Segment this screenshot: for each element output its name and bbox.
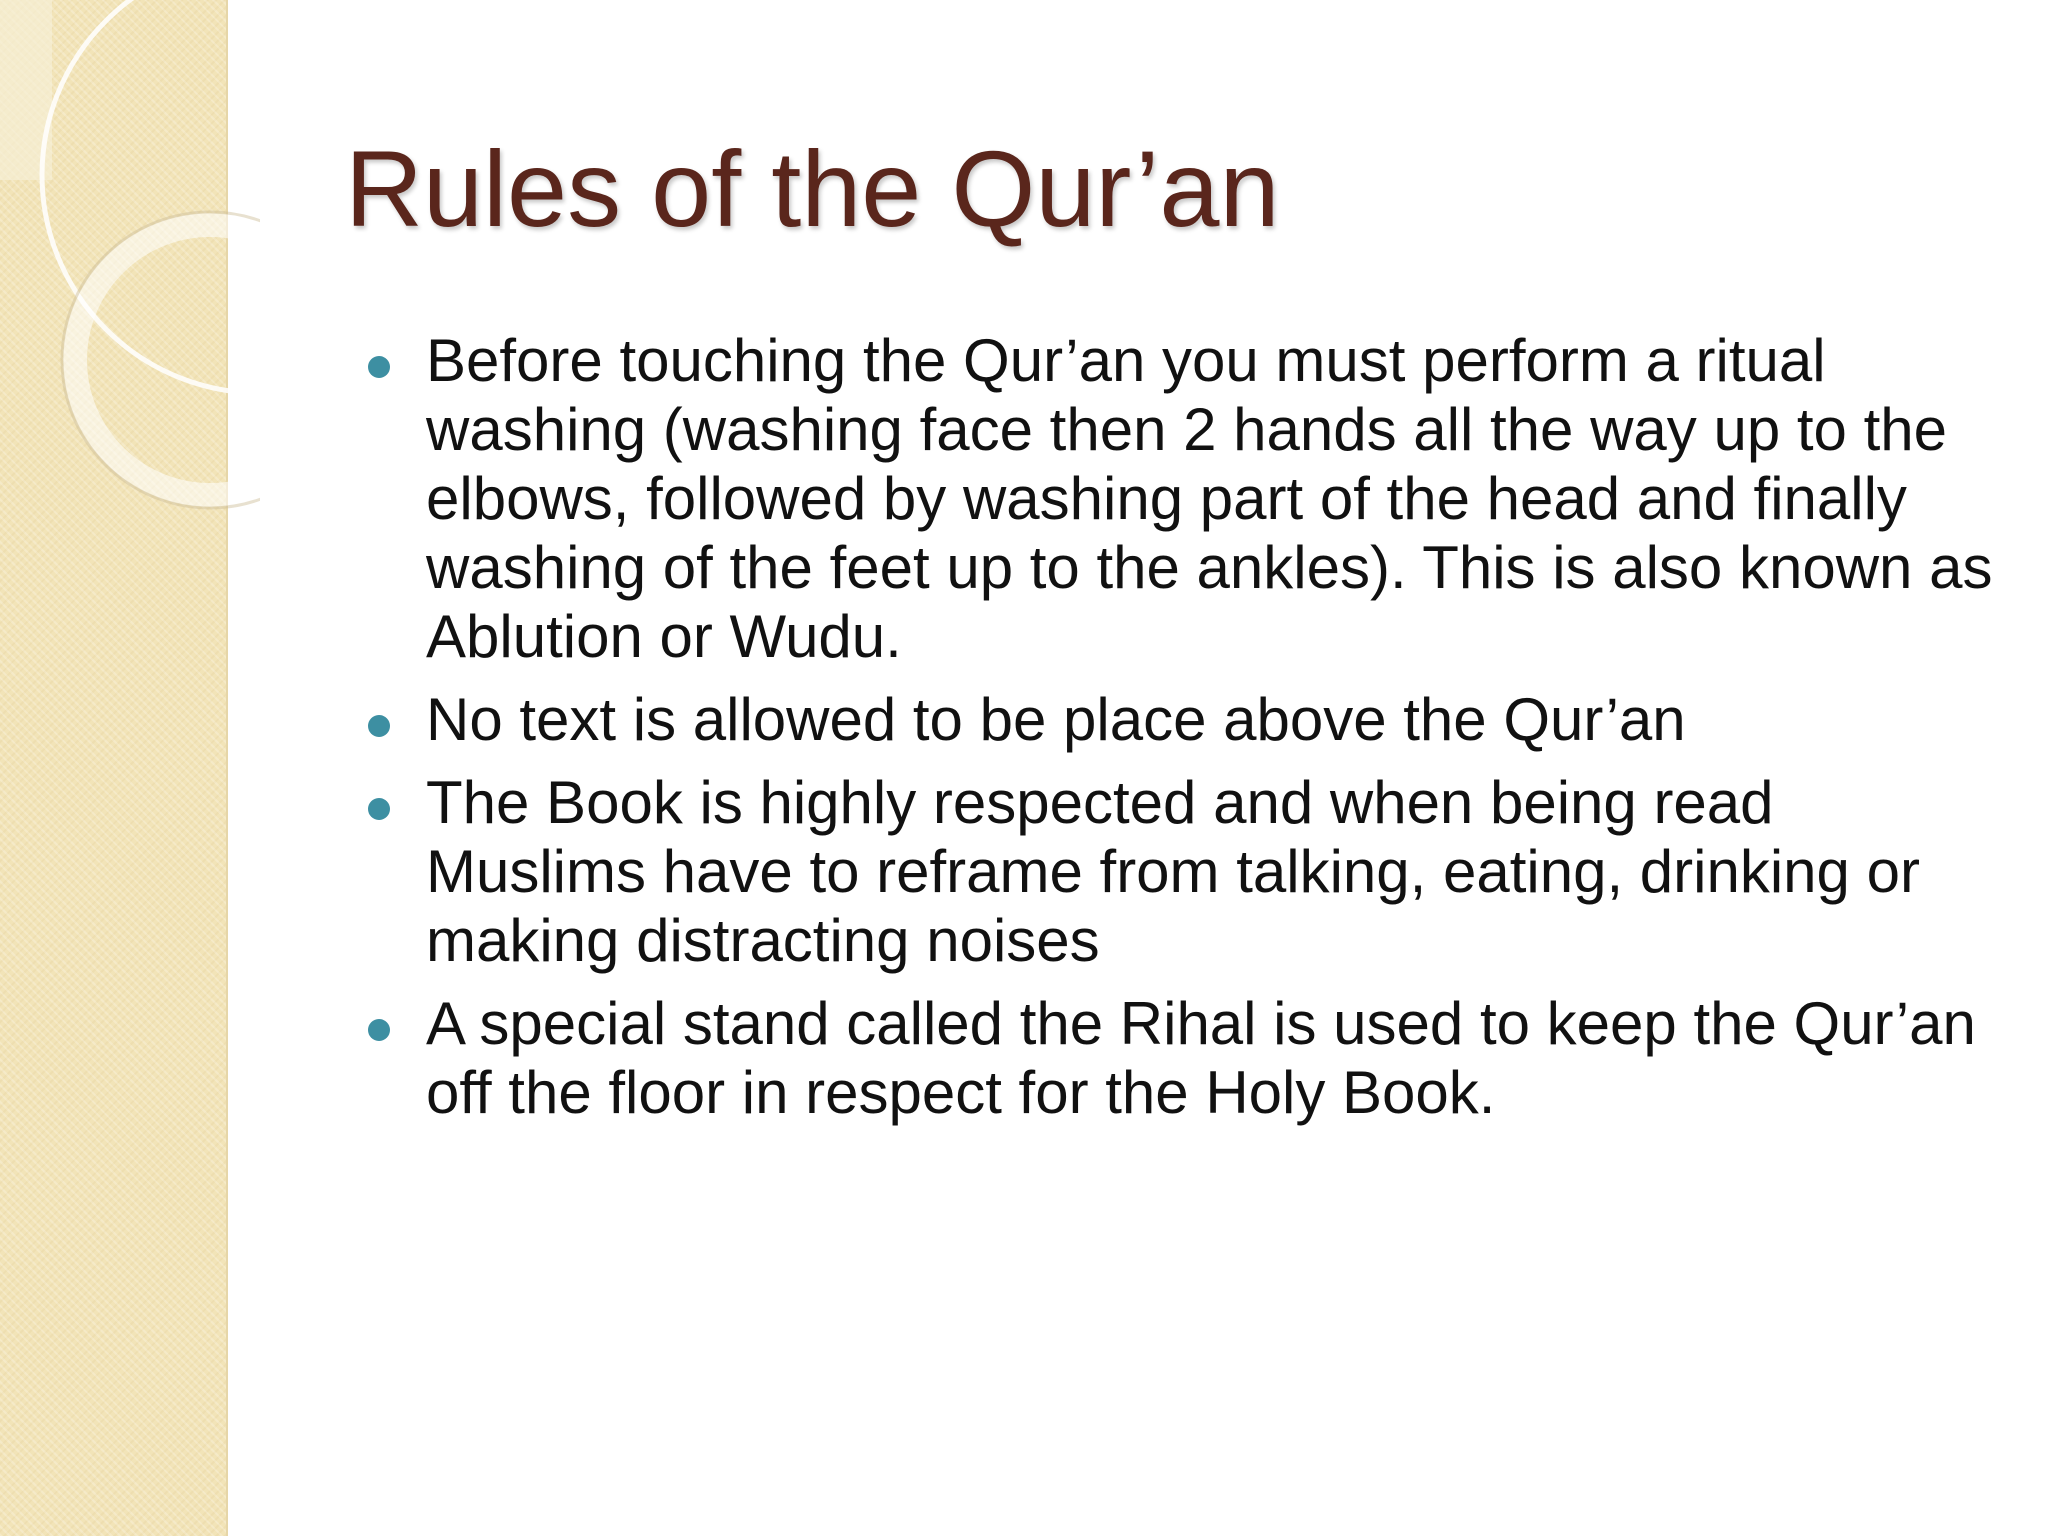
- bullet-point-icon: [368, 798, 390, 820]
- slide-title: Rules of the Qur’an: [345, 128, 1280, 249]
- bullet-item: [360, 685, 2000, 754]
- bullet-item: [360, 326, 2000, 671]
- bullet-text: Before touching the Qur’an you must perform a ritual washing (washing face then 2 hands all the way up to the elbows, followed by washing part of the head and finally washing of the feet up to the ankles). This is also known as Ablution or Wudu.: [426, 327, 1993, 670]
- decorative-small-ring: [75, 225, 260, 495]
- bullet-list: [360, 326, 2000, 1141]
- bullet-text: No text is allowed to be place above the Qur’an: [426, 686, 1686, 753]
- decorative-small-ring-outline: [62, 212, 260, 508]
- bullet-point-icon: [368, 1019, 390, 1041]
- bullet-point-icon: [368, 356, 390, 378]
- bullet-text: A special stand called the Rihal is used to keep the Qur’an off the floor in respect for the Holy Book.: [426, 990, 1976, 1126]
- bullet-point-icon: [368, 715, 390, 737]
- bullet-text: The Book is highly respected and when being read Muslims have to reframe from talking, eating, drinking or making distracting noises: [426, 769, 1920, 974]
- bullet-item: [360, 768, 2000, 975]
- decorative-rings: [0, 0, 260, 520]
- bullet-item: [360, 989, 2000, 1127]
